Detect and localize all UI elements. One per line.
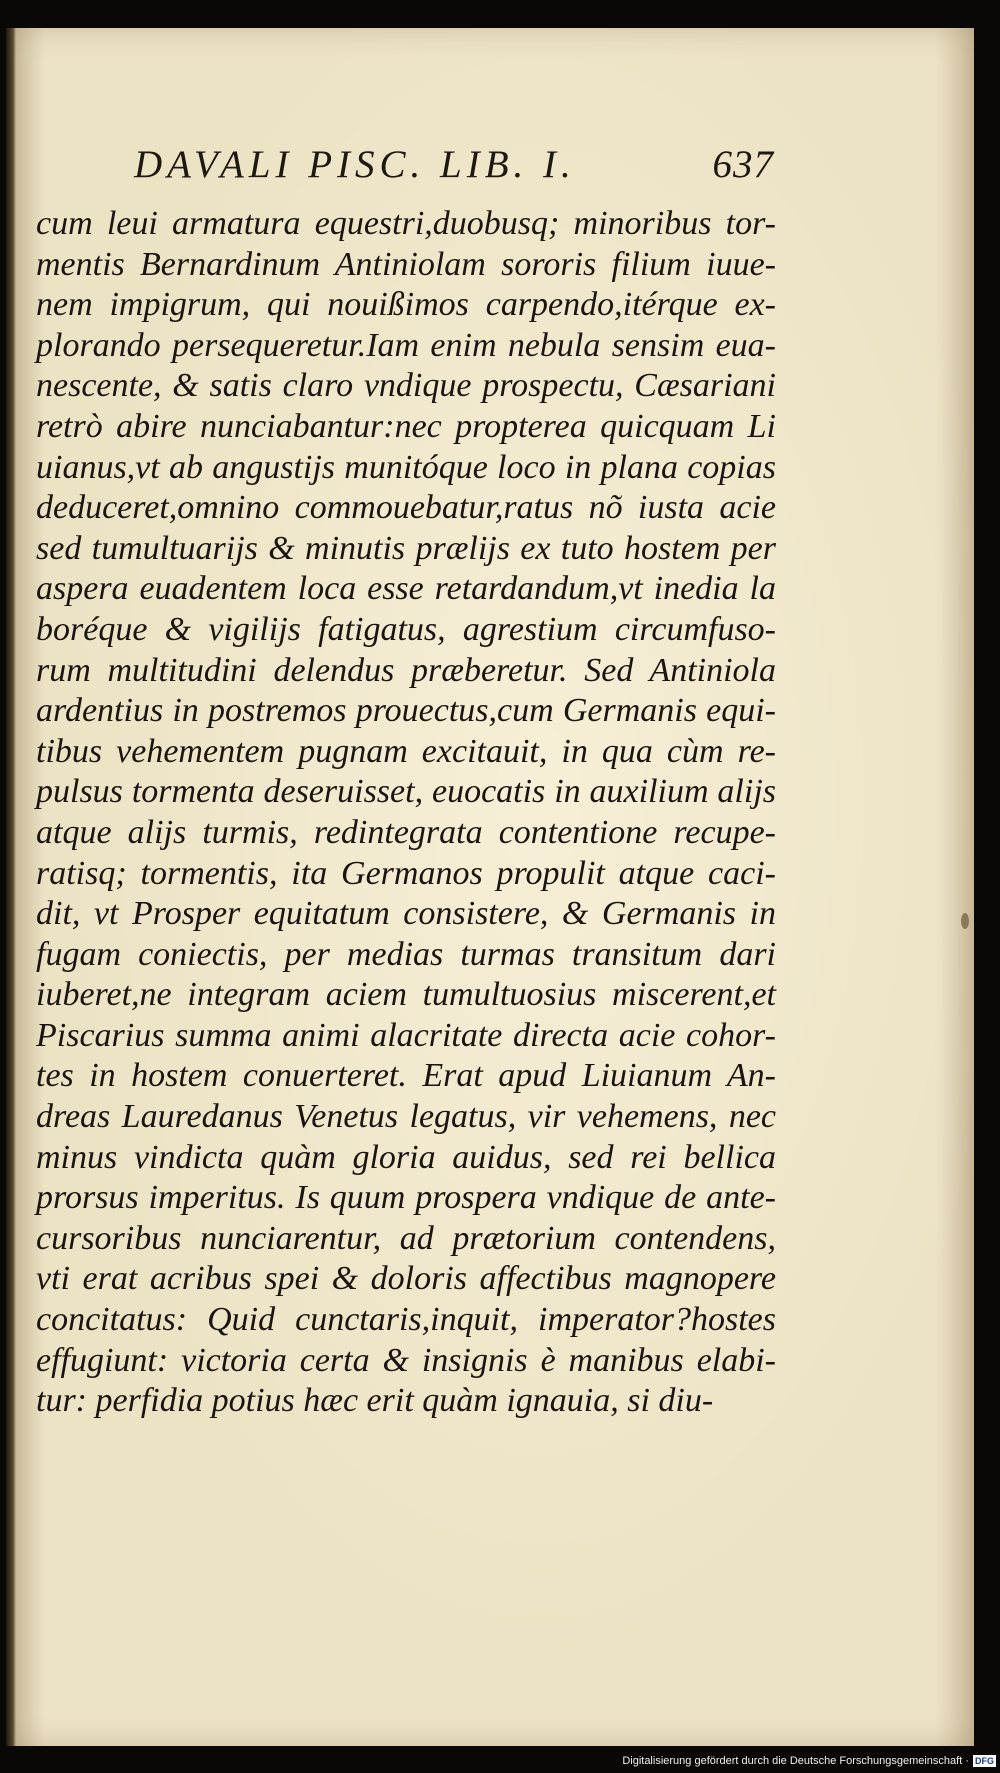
body-text: [36, 204, 776, 1422]
text-line: boréque & vigilijs fatigatus, agrestium circumfuso-: [36, 610, 776, 648]
text-line: fugam coniectis, per medias turmas transitum dari: [36, 935, 776, 973]
text-line: uianus,vt ab angustijs munitóque loco in plana copias: [36, 448, 776, 486]
text-line: plorando persequeretur.Iam enim nebula sensim eua-: [36, 326, 776, 364]
text-line: effugiunt: victoria certa & insignis è manibus elabi-: [36, 1341, 776, 1379]
text-line: sed tumultuarijs & minutis prælijs ex tuto hostem per: [36, 529, 776, 567]
footer-credit-text: Digitalisierung gefördert durch die Deutsche Forschungsgemeinschaft ·: [622, 1755, 969, 1767]
page-number: 637: [712, 143, 774, 186]
text-line: dit, vt Prosper equitatum consistere, & Germanis in: [36, 895, 776, 933]
ink-blot: [961, 913, 969, 929]
text-line: retrò abire nunciabantur:nec propterea quicquam Li: [36, 407, 776, 445]
page-spine-shadow: [6, 28, 16, 1746]
text-line: Piscarius summa animi alacritate directa acie cohor-: [36, 1016, 776, 1054]
text-line: rum multitudini delendus præberetur. Sed Antiniola: [36, 651, 776, 689]
text-line: aspera euadentem loca esse retardandum,vt inedia la: [36, 570, 776, 608]
text-line: pulsus tormenta deseruisset, euocatis in auxilium alijs: [36, 773, 776, 811]
text-line: nescente, & satis claro vndique prospectu, Cæsariani: [36, 367, 776, 405]
text-line: tes in hostem conuerteret. Erat apud Liuianum An-: [36, 1057, 776, 1095]
text-line: ardentius in postremos prouectus,cum Germanis equi-: [36, 692, 776, 730]
text-line: mentis Bernardinum Antiniolam sororis filium iuue-: [36, 245, 776, 283]
text-line: nem impigrum, qui nouißimos carpendo,itérque ex-: [36, 286, 776, 324]
text-line: tibus vehementem pugnam excitauit, in qua cùm re-: [36, 732, 776, 770]
text-line: tur: perfidia potius hæc erit quàm ignauia, si diu-: [36, 1382, 714, 1420]
text-line: atque alijs turmis, redintegrata contentione recupe-: [36, 813, 776, 851]
text-line: minus vindicta quàm gloria auidus, sed rei bellica: [36, 1138, 776, 1176]
text-line: cursoribus nunciarentur, ad prætorium contendens,: [36, 1219, 776, 1257]
text-line: iuberet,ne integram aciem tumultuosius miscerent,et: [36, 976, 776, 1014]
text-line: prorsus imperitus. Is quum prospera vndique de ante-: [36, 1179, 776, 1217]
text-line: dreas Lauredanus Venetus legatus, vir vehemens, nec: [36, 1098, 776, 1136]
dfg-logo: DFG: [975, 1756, 994, 1766]
text-line: ratisq; tormentis, ita Germanos propulit atque caci-: [36, 854, 776, 892]
running-head: [134, 142, 774, 192]
text-line: cum leui armatura equestri,duobusq; minoribus tor-: [36, 205, 776, 242]
text-line: deduceret,omnino commouebatur,ratus nõ iusta acie: [36, 489, 776, 527]
book-page: [6, 28, 974, 1746]
text-line: concitatus: Quid cunctaris,inquit, imperator?hostes: [36, 1301, 776, 1339]
running-head-title: DAVALI PISC. LIB. I.: [134, 143, 576, 186]
digitization-footer: [622, 1752, 996, 1770]
text-line: vti erat acribus spei & doloris affectibus magnopere: [36, 1260, 776, 1298]
